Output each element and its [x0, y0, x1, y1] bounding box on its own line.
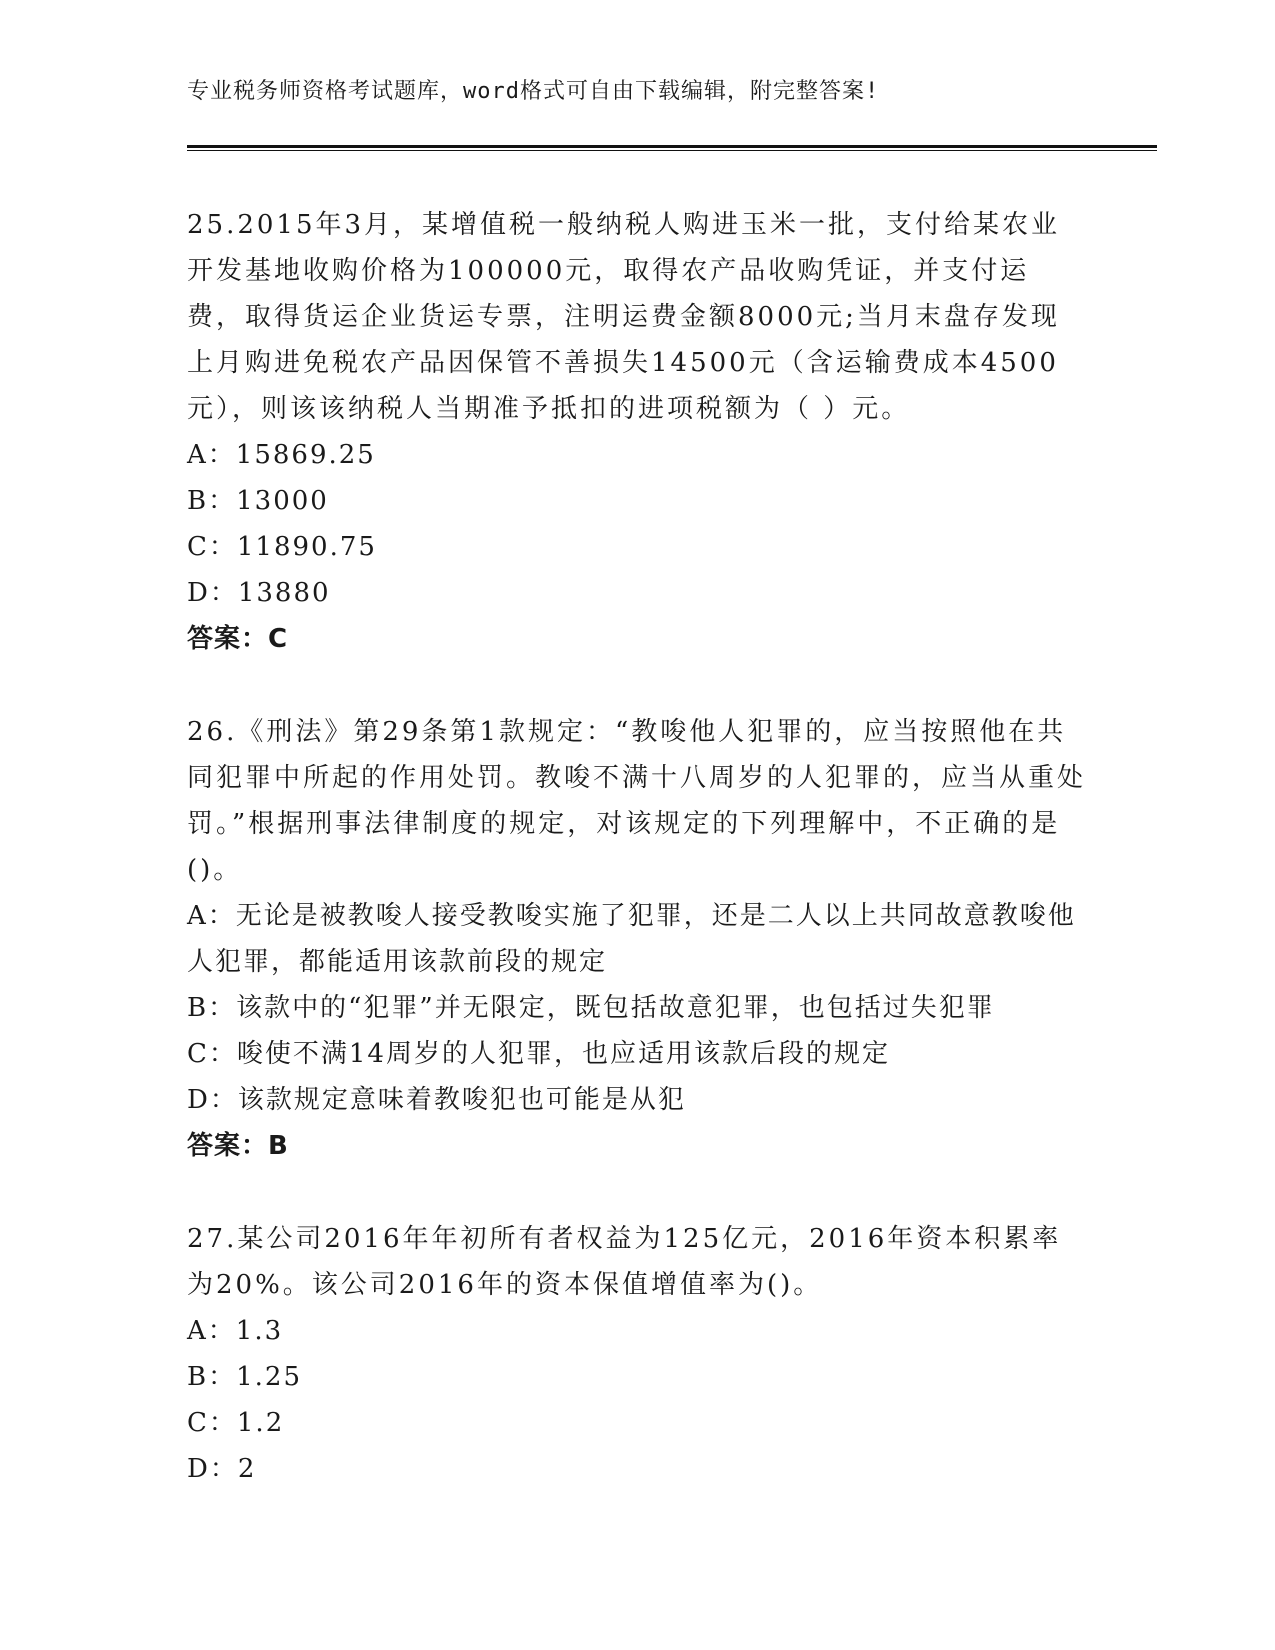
option-a: A：1.3 — [187, 1316, 284, 1346]
option-d: D：13880 — [187, 578, 331, 608]
page-header-text: 专业税务师资格考试题库，word格式可自由下载编辑，附完整答案! — [187, 79, 880, 104]
option-b: B：1.25 — [187, 1362, 302, 1392]
question-25 — [187, 202, 1087, 662]
header-divider-thin — [187, 150, 1157, 151]
option-a: A：15869.25 — [187, 440, 376, 470]
option-a: A：无论是被教唆人接受教唆实施了犯罪，还是二人以上共同故意教唆他人犯罪，都能适用该款前段的规定 — [187, 901, 1076, 977]
answer-label: 答案：C — [187, 624, 289, 654]
option-d: D：该款规定意味着教唆犯也可能是从犯 — [187, 1085, 686, 1115]
question-stem: 27.某公司2016年年初所有者权益为125亿元，2016年资本积累率为20%。该公司2016年的资本保值增值率为()。 — [187, 1224, 1062, 1300]
option-c: C：11890.75 — [187, 532, 377, 562]
question-27 — [187, 1216, 1087, 1492]
question-stem: 25.2015年3月，某增值税一般纳税人购进玉米一批，支付给某农业开发基地收购价格为100000元，取得农产品收购凭证，并支付运费，取得货运企业货运专票，注明运费金额8000元;当月末盘存发现上月购进免税农产品因保管不善损失14500元（含运输费成本4500元），则该该纳税人当期准予抵扣的进项税额为（ ）元。 — [187, 210, 1061, 424]
option-c: C：1.2 — [187, 1408, 285, 1438]
option-c: C：唆使不满14周岁的人犯罪，也应适用该款后段的规定 — [187, 1039, 890, 1069]
question-26 — [187, 709, 1087, 1169]
question-stem: 26.《刑法》第29条第1款规定：“教唆他人犯罪的，应当按照他在共同犯罪中所起的作用处罚。教唆不满十八周岁的人犯罪的，应当从重处罚。”根据刑事法律制度的规定，对该规定的下列理解中，不正确的是()。 — [187, 717, 1087, 885]
option-d: D：2 — [187, 1454, 257, 1484]
option-b: B：该款中的“犯罪”并无限定，既包括故意犯罪，也包括过失犯罪 — [187, 993, 995, 1023]
question-list — [187, 202, 1087, 1539]
option-b: B：13000 — [187, 486, 329, 516]
header-divider-thick — [187, 145, 1157, 148]
answer-label: 答案：B — [187, 1131, 289, 1161]
